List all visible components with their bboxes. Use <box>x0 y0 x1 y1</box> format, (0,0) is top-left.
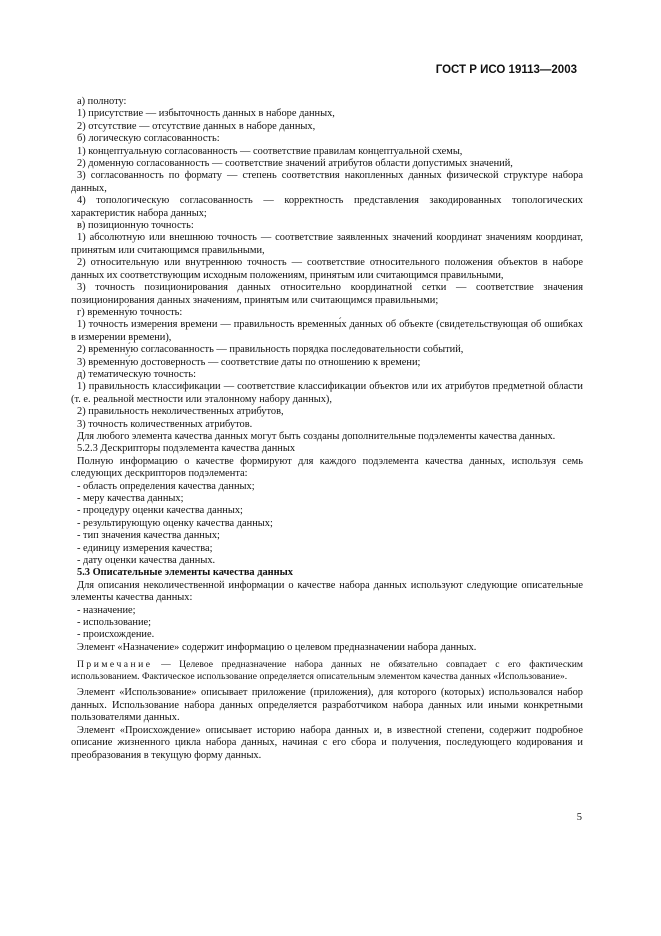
list-item: 1) правильность классификации — соответствие классификации объектов или их атрибутов предметной области (т. е. реальной местности или эталонному набору данных), <box>71 381 583 405</box>
paragraph: Элемент «Назначение» содержит информацию о целевом предназначении набора данных. <box>77 641 477 653</box>
list-item: 2) правильность неколичественных атрибутов, <box>77 406 284 418</box>
page-body <box>71 96 583 762</box>
list-item: 3) временну́ю достоверность — соответствие даты по отношению к времени; <box>77 356 421 368</box>
list-item: - процедуру оценки качества данных; <box>77 505 243 517</box>
list-item: 2) доменную согласованность — соответствие значений атрибутов области допустимых значений, <box>77 158 513 170</box>
list-item: 2) отсутствие — отсутствие данных в наборе данных, <box>77 120 316 132</box>
note-label: Примечание <box>77 659 153 671</box>
list-item: 1) абсолютную или внешнюю точность — соответствие заявленных значений координат значениям координат, принятым или считающимся правильными, <box>71 232 583 256</box>
list-item: 1) концептуальную согласованность — соответствие правилам концептуальной схемы, <box>77 145 463 157</box>
list-item: 3) точность количественных атрибутов. <box>77 418 253 430</box>
note <box>71 659 583 682</box>
list-item: - дату оценки качества данных. <box>77 555 216 567</box>
list-item: 3) согласованность по формату — степень соответствия накопленных данных физической структуре набора данных, <box>71 170 583 194</box>
list-item: 4) топологическую согласованность — корректность представления закодированных топологических характеристик набора данных; <box>71 195 583 219</box>
list-item: б) логическую согласованность: <box>77 133 220 145</box>
paragraph: Элемент «Происхождение» описывает историю набора данных и, в известной степени, содержит подробное описание жизненного цикла набора данных, начиная с его сбора и получения, последующего кодирования и преобразования в текущую форму данных. <box>71 724 583 761</box>
list-item: - тип значения качества данных; <box>77 530 220 542</box>
paragraph: Элемент «Использование» описывает приложение (приложения), для которого (которых) использовался набор данных. Использование набора данных определяется разработчиком набора данных или иными конкретными пользователями данных. <box>71 687 583 724</box>
list-item: - единицу измерения качества; <box>77 542 213 554</box>
section-heading-5-2-3: 5.2.3 Дескрипторы подэлемента качества данных <box>77 443 296 455</box>
note-text: — Целевое предназначение набора данных не обязательно совпадает с его фактическим использованием. Фактическое использование определяется описательным элементом качества данных «Использование». <box>71 659 583 682</box>
list-item: д) тематическую точность: <box>77 368 196 380</box>
list-item: - результирующую оценку качества данных; <box>77 517 273 529</box>
list-item: а) полноту: <box>77 96 127 107</box>
paragraph: Полную информацию о качестве формируют для каждого подэлемента качества данных, используя семь следующих дескрипторов подэлемента: <box>71 455 583 480</box>
list-item: 2) временну́ю согласованность — правильность порядка последовательности событий, <box>77 344 464 356</box>
section-heading-5-3: 5.3 Описательные элементы качества данных <box>77 567 293 579</box>
page-number: 5 <box>576 812 582 823</box>
paragraph: Для описания неколичественной информации о качестве набора данных используют следующие описательные элементы качества данных: <box>71 579 583 604</box>
list-item: - назначение; <box>77 604 136 616</box>
list-item: - область определения качества данных; <box>77 480 255 492</box>
list-item: - меру качества данных; <box>77 493 184 504</box>
list-item: 1) точность измерения времени — правильность временны́х данных об объекте (свидетельствующая об ошибках в измерении времени), <box>71 319 583 343</box>
paragraph: Для любого элемента качества данных могут быть созданы дополнительные подэлементы качества данных. <box>77 430 556 442</box>
list-item: в) позиционную точность: <box>77 220 194 232</box>
document-header: ГОСТ Р ИСО 19113—2003 <box>435 64 577 76</box>
list-item: г) временну́ю точность: <box>77 306 183 318</box>
list-item: 3) точность позиционирования данных относительно координатной сетки — соответствие значения позиционирования данных значениям, принятым или считающимся правильными; <box>71 282 583 306</box>
list-item: - происхождение. <box>77 629 155 641</box>
list-item: - использование; <box>77 617 152 629</box>
list-item: 2) относительную или внутреннюю точность — соответствие относительного положения объектов в наборе данных их соответствующим исходным положениям, принятым или считающимся правильными, <box>71 257 583 281</box>
list-item: 1) присутствие — избыточность данных в наборе данных, <box>77 108 335 120</box>
